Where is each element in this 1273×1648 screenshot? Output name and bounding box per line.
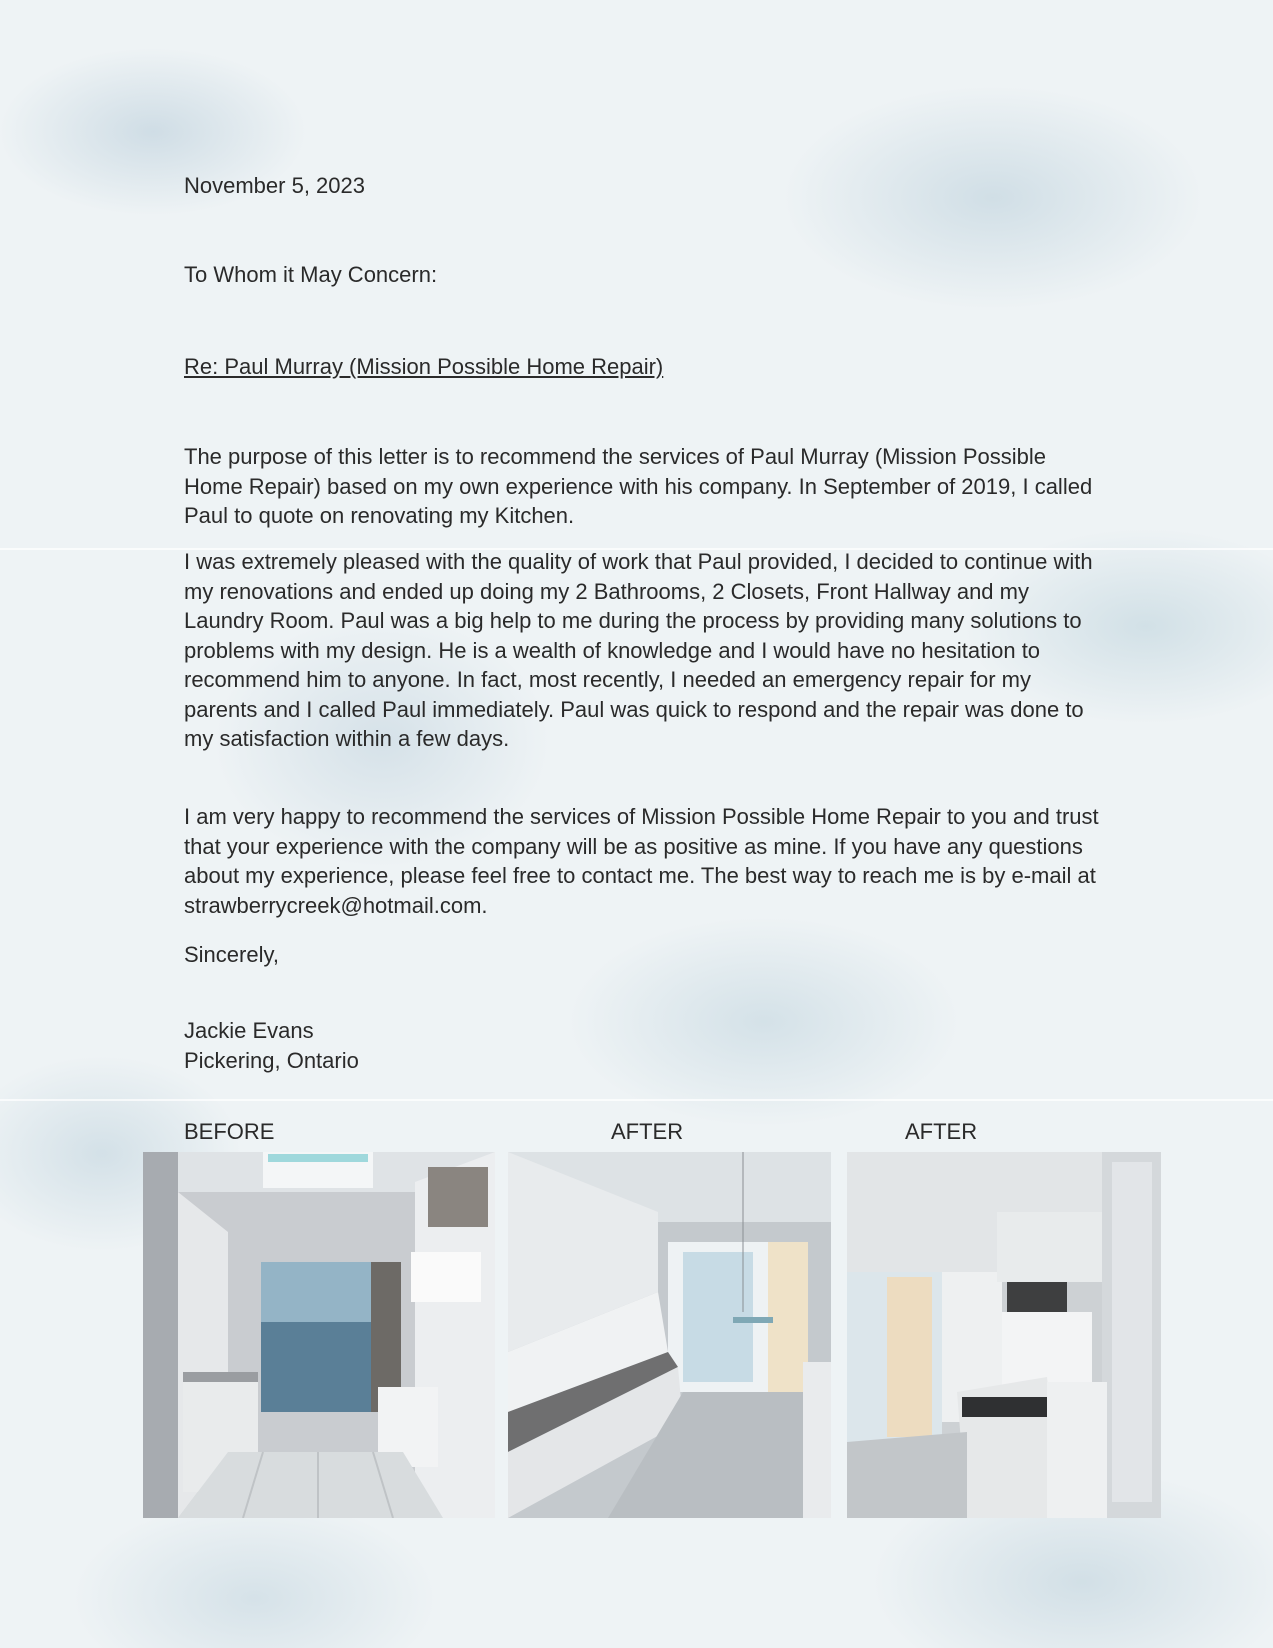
signer-location: Pickering, Ontario (184, 1048, 359, 1073)
paragraph-intro: The purpose of this letter is to recommend the services of Paul Murray (Mission Possible Home Repair) based on my own experience with his company. In September of 2019, I called Paul to quote on renovating my Kitchen. (184, 444, 1093, 528)
paragraph-recommendation: I am very happy to recommend the services of Mission Possible Home Repair to you and trust that your experience with the company will be as positive as mine. If you have any questions about my experience, please feel free to contact me. The best way to reach me is by e-mail at strawberrycreek@hotmail.com. (184, 804, 1099, 918)
after-kitchen-photo (508, 1152, 831, 1518)
after-label: AFTER (611, 1119, 684, 1144)
letter-date: November 5, 2023 (184, 173, 365, 198)
paragraph-experience: I was extremely pleased with the quality of work that Paul provided, I decided to continue with my renovations and ended up doing my 2 Bathrooms, 2 Closets, Front Hallway and my Laundry Room. Paul was a big help to me during the process by providing many solutions to problems with my design. He is a wealth of knowledge and I would have no hesitation to recommend him to anyone. In fact, most recently, I needed an emergency repair for my parents and I called Paul immediately. Paul was quick to respond and the repair was done to my satisfaction within a few days. (184, 549, 1093, 751)
closing: Sincerely, (184, 942, 279, 967)
after-label: AFTER (905, 1119, 978, 1144)
before-kitchen-photo (143, 1152, 495, 1518)
salutation: To Whom it May Concern: (184, 262, 438, 287)
subject-line: Re: Paul Murray (Mission Possible Home Repair) (184, 354, 664, 379)
after-kitchen-photo (847, 1152, 1161, 1518)
paper-fold-line (0, 1099, 1273, 1101)
signer-name: Jackie Evans (184, 1018, 314, 1043)
before-label: BEFORE (184, 1119, 275, 1144)
